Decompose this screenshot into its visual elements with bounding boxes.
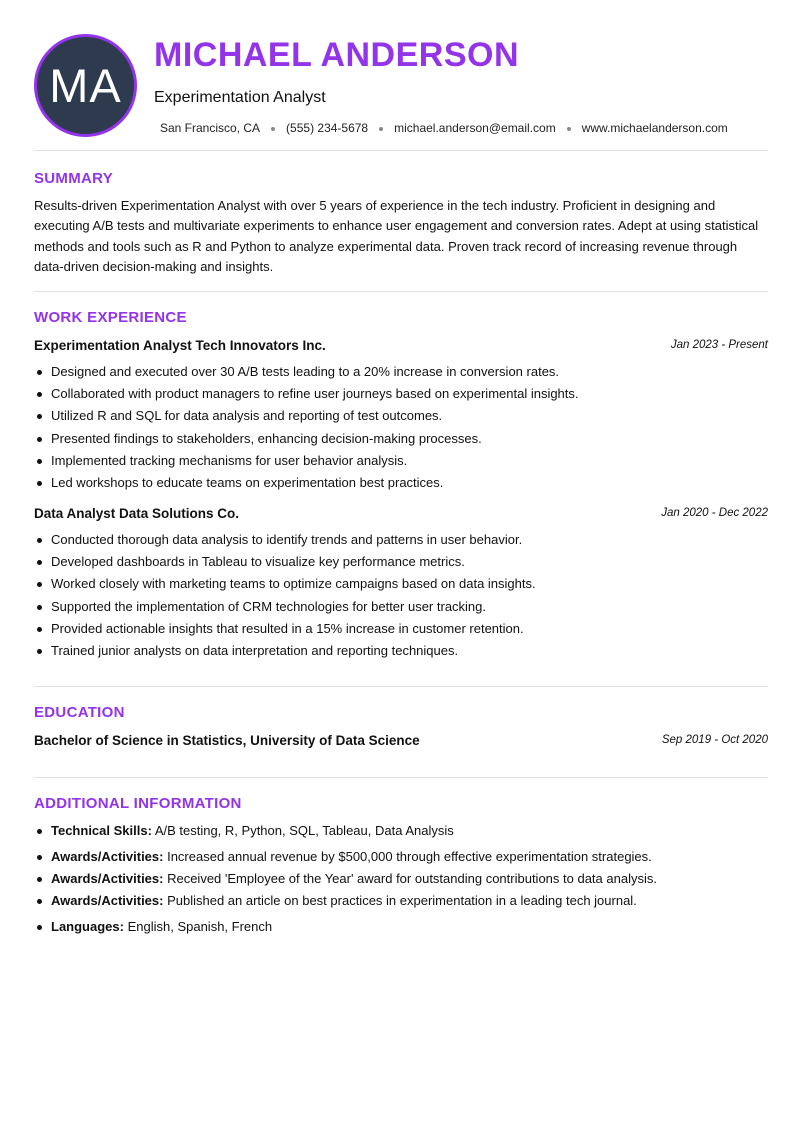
avatar [34,34,137,137]
summary-heading: SUMMARY [34,170,114,187]
separator-dot-icon [379,127,383,131]
info-label: Languages: [51,919,124,934]
contact-email[interactable]: michael.anderson@email.com [394,121,556,135]
info-text: Received 'Employee of the Year' award for outstanding contributions to data analysis. [163,871,657,886]
job-dates: Jan 2020 - Dec 2022 [661,507,768,519]
resume-header [34,34,768,140]
candidate-name: MICHAEL ANDERSON [154,36,520,74]
job-header [34,338,768,356]
summary-text: Results-driven Experimentation Analyst with over 5 years of experience in the tech industry. Proficient in designing and executing A/B tests and multivariate experiments to enhance user engagement and conversion rates. Adept at using statistical methods and tools such as R and Python to analyze experimental data. Proven track record of increasing revenue through data-driven decision-making and insights. [34,198,759,274]
contact-location: San Francisco, CA [160,121,261,135]
job-bullet: Provided actionable insights that resulted in a 15% increase in customer retention. [51,620,771,642]
section-divider [34,150,768,151]
additional-info-heading: ADDITIONAL INFORMATION [34,795,242,812]
avatar-initials: MA [49,59,122,112]
candidate-title: Experimentation Analyst [154,89,326,106]
info-item [51,918,771,940]
job-role: Experimentation Analyst Tech Innovators Inc. [34,338,326,353]
job-bullet: Designed and executed over 30 A/B tests leading to a 20% increase in conversion rates. [51,363,771,385]
job-header [34,506,768,524]
info-item [51,870,771,892]
info-text: Increased annual revenue by $500,000 through effective experimentation strategies. [163,849,652,864]
contact-phone: (555) 234-5678 [286,121,369,135]
info-text: English, Spanish, French [123,919,273,934]
education-entry [34,733,768,751]
job-bullet: Utilized R and SQL for data analysis and reporting of test outcomes. [51,407,771,429]
job-bullet: Worked closely with marketing teams to optimize campaigns based on data insights. [51,575,771,597]
job-dates: Jan 2023 - Present [670,339,768,351]
job-bullet: Developed dashboards in Tableau to visualize key performance metrics. [51,553,771,575]
job-role: Data Analyst Data Solutions Co. [34,506,240,521]
job-bullet-list [51,363,771,496]
info-item [51,822,771,848]
info-label: Awards/Activities: [51,871,164,886]
education-dates: Sep 2019 - Oct 2020 [661,734,768,746]
job-bullet-list [51,531,771,664]
info-text: Published an article on best practices in experimentation in a leading tech journal. [163,893,637,908]
job-bullet: Presented findings to stakeholders, enhancing decision-making processes. [51,430,771,452]
contact-website[interactable]: www.michaelanderson.com [581,121,728,135]
job-bullet: Collaborated with product managers to refine user journeys based on experimental insights. [51,385,771,407]
contact-line [160,121,728,135]
section-divider [34,291,768,292]
separator-dot-icon [271,127,275,131]
work-experience-heading: WORK EXPERIENCE [34,309,187,326]
job-bullet: Led workshops to educate teams on experimentation best practices. [51,474,771,496]
info-text: A/B testing, R, Python, SQL, Tableau, Data Analysis [151,823,454,838]
info-item [51,892,771,918]
education-heading: EDUCATION [34,704,125,721]
info-item [51,848,771,870]
section-divider [34,686,768,687]
section-divider [34,777,768,778]
job-bullet: Supported the implementation of CRM technologies for better user tracking. [51,598,771,620]
education-degree: Bachelor of Science in Statistics, University of Data Science [34,733,420,748]
job-bullet: Implemented tracking mechanisms for user behavior analysis. [51,452,771,474]
info-label: Awards/Activities: [51,893,164,908]
additional-info-list [51,822,771,940]
job-bullet: Conducted thorough data analysis to identify trends and patterns in user behavior. [51,531,771,553]
separator-dot-icon [567,127,571,131]
info-label: Technical Skills: [51,823,152,838]
info-label: Awards/Activities: [51,849,164,864]
job-bullet: Trained junior analysts on data interpretation and reporting techniques. [51,642,771,664]
